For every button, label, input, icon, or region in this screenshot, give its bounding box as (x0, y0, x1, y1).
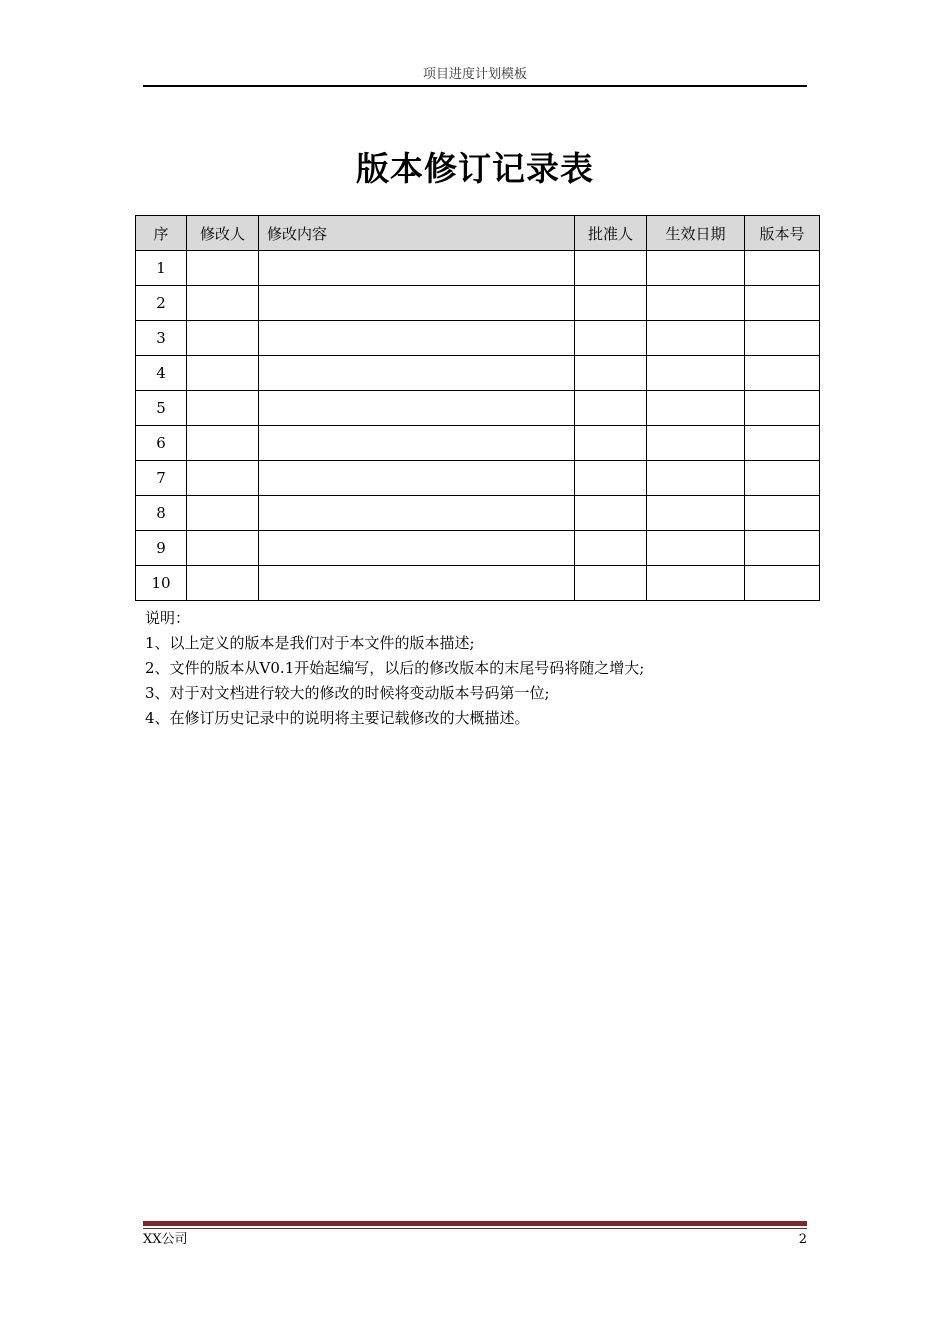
row-index: 6 (136, 426, 187, 461)
cell-effective-date (647, 566, 745, 601)
column-header-modifier: 修改人 (187, 216, 259, 251)
column-header-content: 修改内容 (259, 216, 575, 251)
cell-effective-date (647, 426, 745, 461)
page-header: 项目进度计划模板 (422, 67, 527, 82)
table-row (136, 496, 820, 531)
cell-effective-date (647, 496, 745, 531)
cell-version (745, 286, 820, 321)
cell-content (259, 426, 575, 461)
cell-modifier (187, 321, 259, 356)
note-item: 3、对于对文档进行较大的修改的时候将变动版本号码第一位; (145, 684, 550, 702)
column-header-effective-date: 生效日期 (647, 216, 745, 251)
cell-modifier (187, 566, 259, 601)
cell-version (745, 251, 820, 286)
cell-version (745, 356, 820, 391)
table-row (136, 321, 820, 356)
row-index: 10 (136, 566, 187, 601)
cell-content (259, 356, 575, 391)
cell-modifier (187, 426, 259, 461)
cell-approver (575, 461, 647, 496)
cell-modifier (187, 391, 259, 426)
document-title: 版本修订记录表 (356, 149, 594, 188)
cell-effective-date (647, 391, 745, 426)
cell-content (259, 391, 575, 426)
cell-modifier (187, 461, 259, 496)
row-index: 5 (136, 391, 187, 426)
note-item: 2、文件的版本从V0.1开始起编写，以后的修改版本的末尾号码将随之增大; (145, 659, 645, 677)
notes-section (145, 606, 805, 731)
cell-approver (575, 321, 647, 356)
table-row (136, 426, 820, 461)
column-header-approver: 批准人 (575, 216, 647, 251)
table-row (136, 531, 820, 566)
cell-approver (575, 286, 647, 321)
row-index: 7 (136, 461, 187, 496)
cell-approver (575, 496, 647, 531)
table-row (136, 286, 820, 321)
cell-content (259, 461, 575, 496)
revision-table (135, 215, 820, 601)
table-row (136, 461, 820, 496)
cell-approver (575, 356, 647, 391)
cell-content (259, 251, 575, 286)
row-index: 1 (136, 251, 187, 286)
cell-content (259, 566, 575, 601)
cell-effective-date (647, 356, 745, 391)
cell-approver (575, 426, 647, 461)
note-item: 1、以上定义的版本是我们对于本文件的版本描述; (145, 634, 475, 652)
cell-version (745, 496, 820, 531)
table-row (136, 566, 820, 601)
table-header-row (136, 216, 820, 251)
cell-version (745, 531, 820, 566)
cell-content (259, 496, 575, 531)
column-header-index: 序 (136, 216, 187, 251)
cell-version (745, 566, 820, 601)
table-row (136, 391, 820, 426)
cell-content (259, 531, 575, 566)
cell-approver (575, 391, 647, 426)
footer-company: XX公司 (143, 1232, 188, 1247)
note-item: 4、在修订历史记录中的说明将主要记载修改的大概描述。 (145, 709, 530, 727)
cell-effective-date (647, 251, 745, 286)
cell-effective-date (647, 321, 745, 356)
cell-approver (575, 251, 647, 286)
table-row (136, 251, 820, 286)
footer-page-number: 2 (798, 1232, 807, 1247)
row-index: 8 (136, 496, 187, 531)
cell-content (259, 321, 575, 356)
header-divider (143, 85, 807, 87)
cell-modifier (187, 286, 259, 321)
cell-modifier (187, 251, 259, 286)
cell-modifier (187, 496, 259, 531)
column-header-version: 版本号 (745, 216, 820, 251)
cell-approver (575, 531, 647, 566)
cell-effective-date (647, 286, 745, 321)
footer-divider-thin (143, 1228, 807, 1229)
row-index: 9 (136, 531, 187, 566)
row-index: 3 (136, 321, 187, 356)
table-row (136, 356, 820, 391)
cell-content (259, 286, 575, 321)
cell-effective-date (647, 461, 745, 496)
row-index: 2 (136, 286, 187, 321)
footer-divider-thick (143, 1221, 807, 1226)
row-index: 4 (136, 356, 187, 391)
cell-modifier (187, 356, 259, 391)
cell-modifier (187, 531, 259, 566)
cell-approver (575, 566, 647, 601)
cell-version (745, 321, 820, 356)
cell-version (745, 391, 820, 426)
cell-version (745, 426, 820, 461)
notes-heading: 说明： (145, 609, 191, 627)
cell-effective-date (647, 531, 745, 566)
cell-version (745, 461, 820, 496)
